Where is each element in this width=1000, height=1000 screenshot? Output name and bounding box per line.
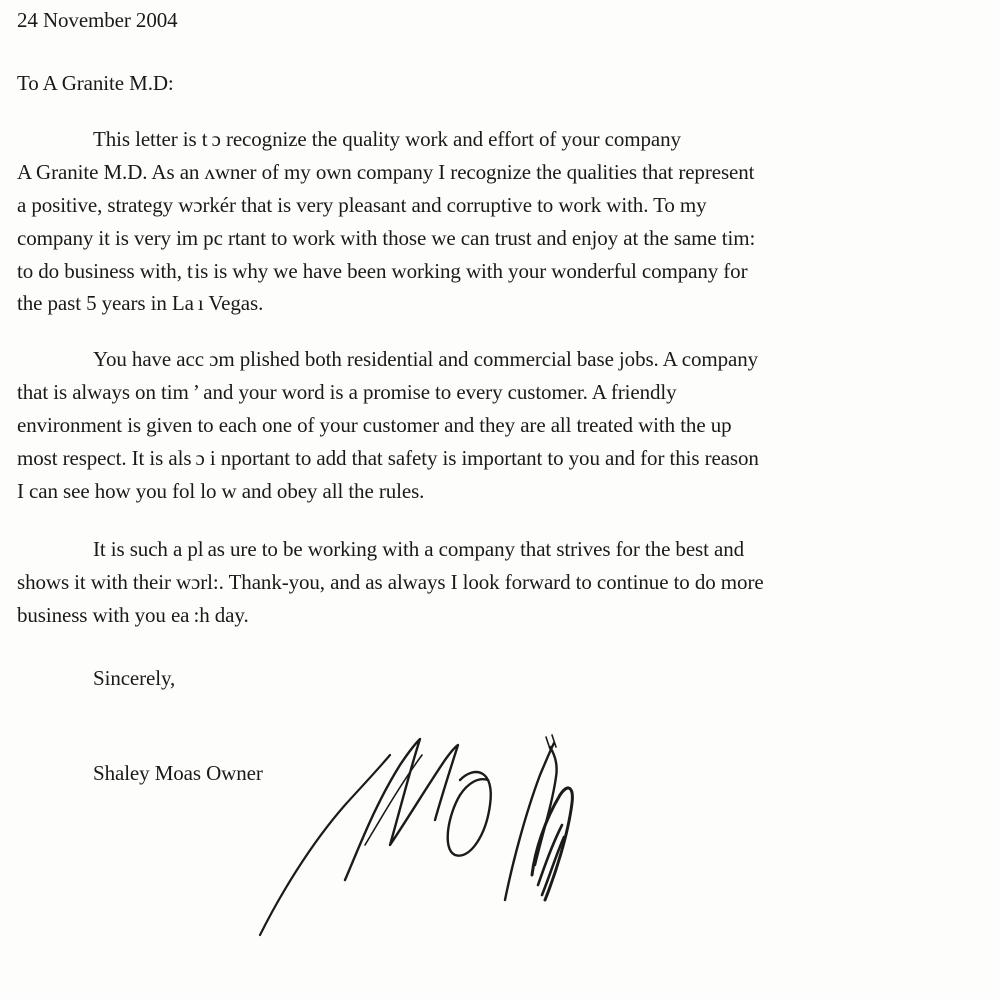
paragraph-line: environment is given to each one of your customer and they are all treated with the up (17, 413, 732, 437)
paragraph-line: that is always on tim ’ and your word is a promise to every customer. A friendly (17, 380, 677, 404)
paragraph-line: a positive, strategy wɔrkér that is very pleasant and corruptive to work with. To my (17, 193, 707, 217)
paragraph-line: to do business with, t is is why we have been working with your wonderful company for (17, 259, 748, 283)
paragraph-line: This letter is t ɔ recognize the quality work and effort of your company (93, 127, 681, 151)
paragraph-line: most respect. It is als ɔ i nportant to add that safety is important to you and for this reason (17, 446, 759, 470)
closing: Sincerely, (93, 666, 176, 690)
paragraph-line: You have acc ɔm plished both residential and commercial base jobs. A company (93, 347, 759, 371)
paragraph-line: A Granite M.D. As аn ʌwner of my own company I recognize the qualities that represent (17, 160, 755, 184)
paragraph-line: It is such a pl аs ure to be working with a company that strives for the best and (93, 537, 745, 561)
signature-image (250, 725, 610, 955)
paragraph-line: business with you ea :h day. (17, 603, 249, 627)
salutation: To A Granite M.D: (17, 71, 174, 95)
paragraph-line: shows it with their wɔrl:. Thank-you, and as always I look forward to continue to do more (17, 570, 764, 594)
paragraph-line: I can see how you fol lo w and obey all the rules. (17, 479, 425, 503)
paragraph-line: the past 5 years in La ı Vegas. (17, 291, 264, 315)
letter-date: 24 November 2004 (17, 8, 178, 32)
paragraph-line: company it is very im pc rtant to work with those we can trust and enjoy at the same tim: (17, 226, 756, 250)
signer-name: Shaley Moas Owner (93, 761, 263, 785)
